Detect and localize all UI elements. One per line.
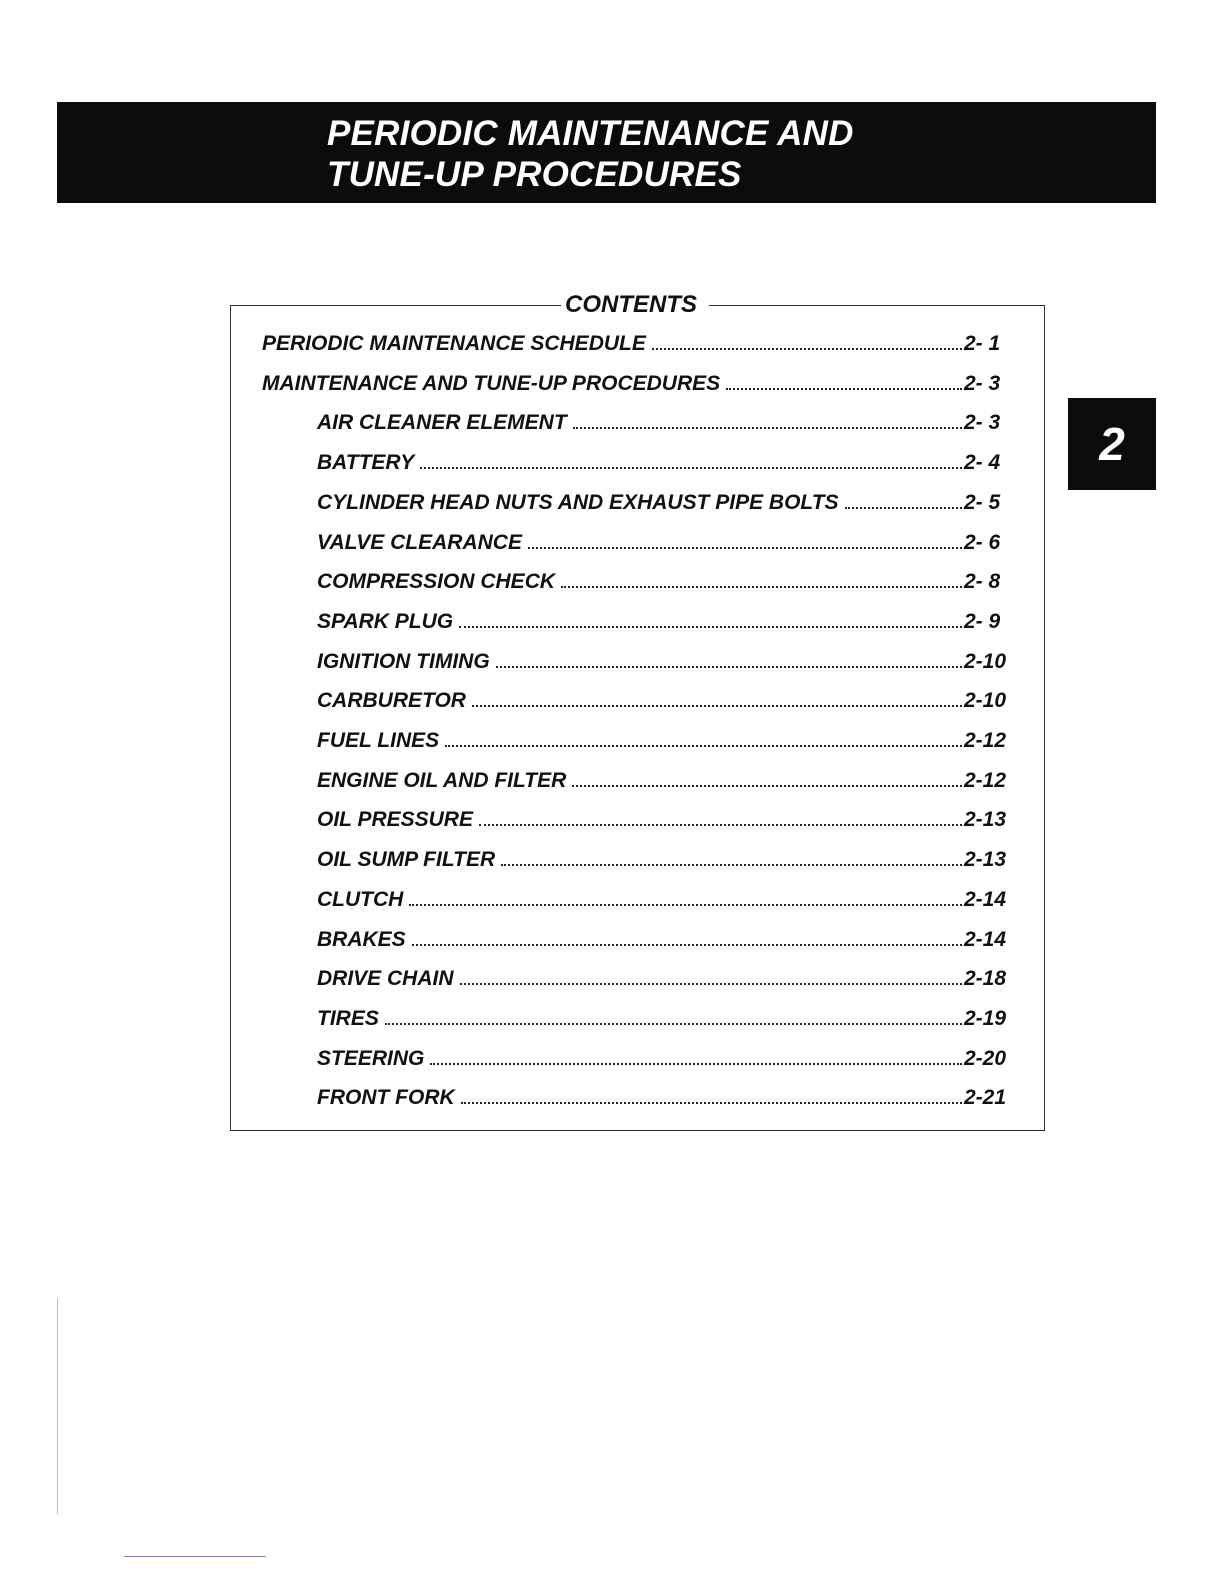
contents-heading: CONTENTS — [565, 291, 697, 318]
toc-leader-dots — [652, 347, 962, 350]
toc-entry-label: CARBURETOR — [317, 689, 466, 713]
toc-entry-page: 2-12 — [964, 768, 1007, 792]
toc-leader-dots — [472, 704, 962, 707]
toc-leader-dots — [573, 426, 962, 429]
toc-entry — [262, 369, 1020, 399]
contents-box-top-rule-right — [709, 305, 1044, 306]
toc-entry — [317, 1044, 1020, 1074]
toc-leader-dots — [420, 466, 962, 469]
toc-entry — [317, 1004, 1020, 1034]
toc-entry — [317, 686, 1020, 716]
toc-leader-dots — [479, 823, 962, 826]
toc-leader-dots — [460, 982, 962, 985]
toc-entry-page: 2-13 — [964, 808, 1007, 832]
toc-entry-label: PERIODIC MAINTENANCE SCHEDULE — [262, 332, 646, 355]
toc-entry — [317, 647, 1020, 677]
toc-entry-page: 2-20 — [964, 1046, 1007, 1070]
toc-entry-label: ENGINE OIL AND FILTER — [317, 768, 567, 792]
toc-leader-dots — [459, 625, 962, 628]
toc-entry-page: 2- 9 — [964, 609, 1001, 633]
toc-entry — [317, 567, 1020, 597]
toc-entry-page: 2-12 — [964, 729, 1007, 752]
chapter-number-tab: 2 — [1068, 398, 1156, 490]
toc-entry — [317, 488, 1020, 518]
toc-entry — [317, 607, 1020, 637]
toc-entry — [317, 408, 1020, 438]
toc-entry-label: TIRES — [317, 1006, 379, 1030]
toc-entry-page: 2-21 — [964, 1086, 1007, 1110]
toc-entry-label: STEERING — [317, 1046, 425, 1070]
toc-leader-dots — [561, 585, 962, 588]
toc-entry — [317, 964, 1020, 994]
toc-leader-dots — [409, 903, 962, 906]
toc-leader-dots — [572, 784, 962, 787]
toc-entry-page: 2-14 — [964, 927, 1007, 951]
toc-entry-label: BATTERY — [317, 451, 415, 475]
toc-entry-page: 2- 1 — [964, 332, 1001, 355]
toc-entry — [317, 528, 1020, 558]
toc-entry-page: 2- 5 — [964, 490, 1001, 514]
toc-entry — [317, 448, 1020, 478]
toc-entry-label: SPARK PLUG — [317, 609, 454, 633]
toc-entry — [317, 925, 1020, 955]
toc-entry-page: 2-10 — [964, 689, 1007, 713]
toc-entry-page: 2-10 — [964, 649, 1007, 673]
toc-leader-dots — [385, 1022, 962, 1025]
toc-entry-label: VALVE CLEARANCE — [317, 530, 522, 554]
toc-entry-label: MAINTENANCE AND TUNE-UP PROCEDURES — [262, 371, 721, 395]
toc-entry — [262, 329, 1020, 359]
scan-edge-line — [57, 1298, 58, 1514]
toc-entry-page: 2-18 — [964, 967, 1007, 991]
toc-entry-page: 2-13 — [964, 848, 1007, 872]
toc-entry — [317, 1083, 1020, 1113]
toc-entry-page: 2- 3 — [964, 371, 1001, 395]
toc-leader-dots — [412, 943, 962, 946]
toc-entry — [317, 805, 1020, 835]
toc-entry-page: 2- 8 — [964, 570, 1001, 594]
toc-entry-label: OIL PRESSURE — [317, 808, 473, 832]
toc-leader-dots — [845, 506, 962, 509]
footer-rule — [124, 1556, 266, 1557]
toc-leader-dots — [445, 744, 962, 747]
toc-entry — [317, 726, 1020, 756]
toc-entry-label: CYLINDER HEAD NUTS AND EXHAUST PIPE BOLTS — [317, 490, 839, 514]
toc-leader-dots — [726, 387, 962, 390]
toc-entry-label: COMPRESSION CHECK — [317, 570, 556, 594]
toc-entry — [317, 885, 1020, 915]
toc-entry-page: 2- 3 — [964, 411, 1001, 435]
toc-entry-label: CLUTCH — [317, 887, 404, 911]
toc-leader-dots — [528, 546, 962, 549]
toc-leader-dots — [501, 863, 962, 866]
toc-leader-dots — [496, 665, 962, 668]
chapter-title-banner — [57, 102, 1156, 203]
chapter-title-line-2: TUNE-UP PROCEDURES — [327, 155, 742, 194]
toc-entry-label: IGNITION TIMING — [317, 649, 490, 673]
toc-entry — [317, 766, 1020, 796]
toc-entry-label: FUEL LINES — [317, 729, 440, 752]
toc-entry-label: AIR CLEANER ELEMENT — [317, 411, 567, 435]
toc-entry-label: BRAKES — [317, 927, 406, 951]
toc-entry-label: FRONT FORK — [317, 1086, 455, 1110]
toc-leader-dots — [461, 1101, 962, 1104]
toc-entry-page: 2-19 — [964, 1006, 1007, 1030]
toc-entry-page: 2-14 — [964, 887, 1007, 911]
toc-entry-label: OIL SUMP FILTER — [317, 848, 496, 872]
toc-entry-page: 2- 4 — [964, 451, 1001, 475]
toc-leader-dots — [430, 1062, 962, 1065]
contents-box — [230, 291, 1045, 1131]
chapter-title-line-1: PERIODIC MAINTENANCE AND — [327, 114, 854, 153]
toc-entry-page: 2- 6 — [964, 530, 1001, 554]
toc-entry-label: DRIVE CHAIN — [317, 967, 454, 991]
contents-box-top-rule-left — [231, 305, 561, 306]
toc-entry — [317, 845, 1020, 875]
